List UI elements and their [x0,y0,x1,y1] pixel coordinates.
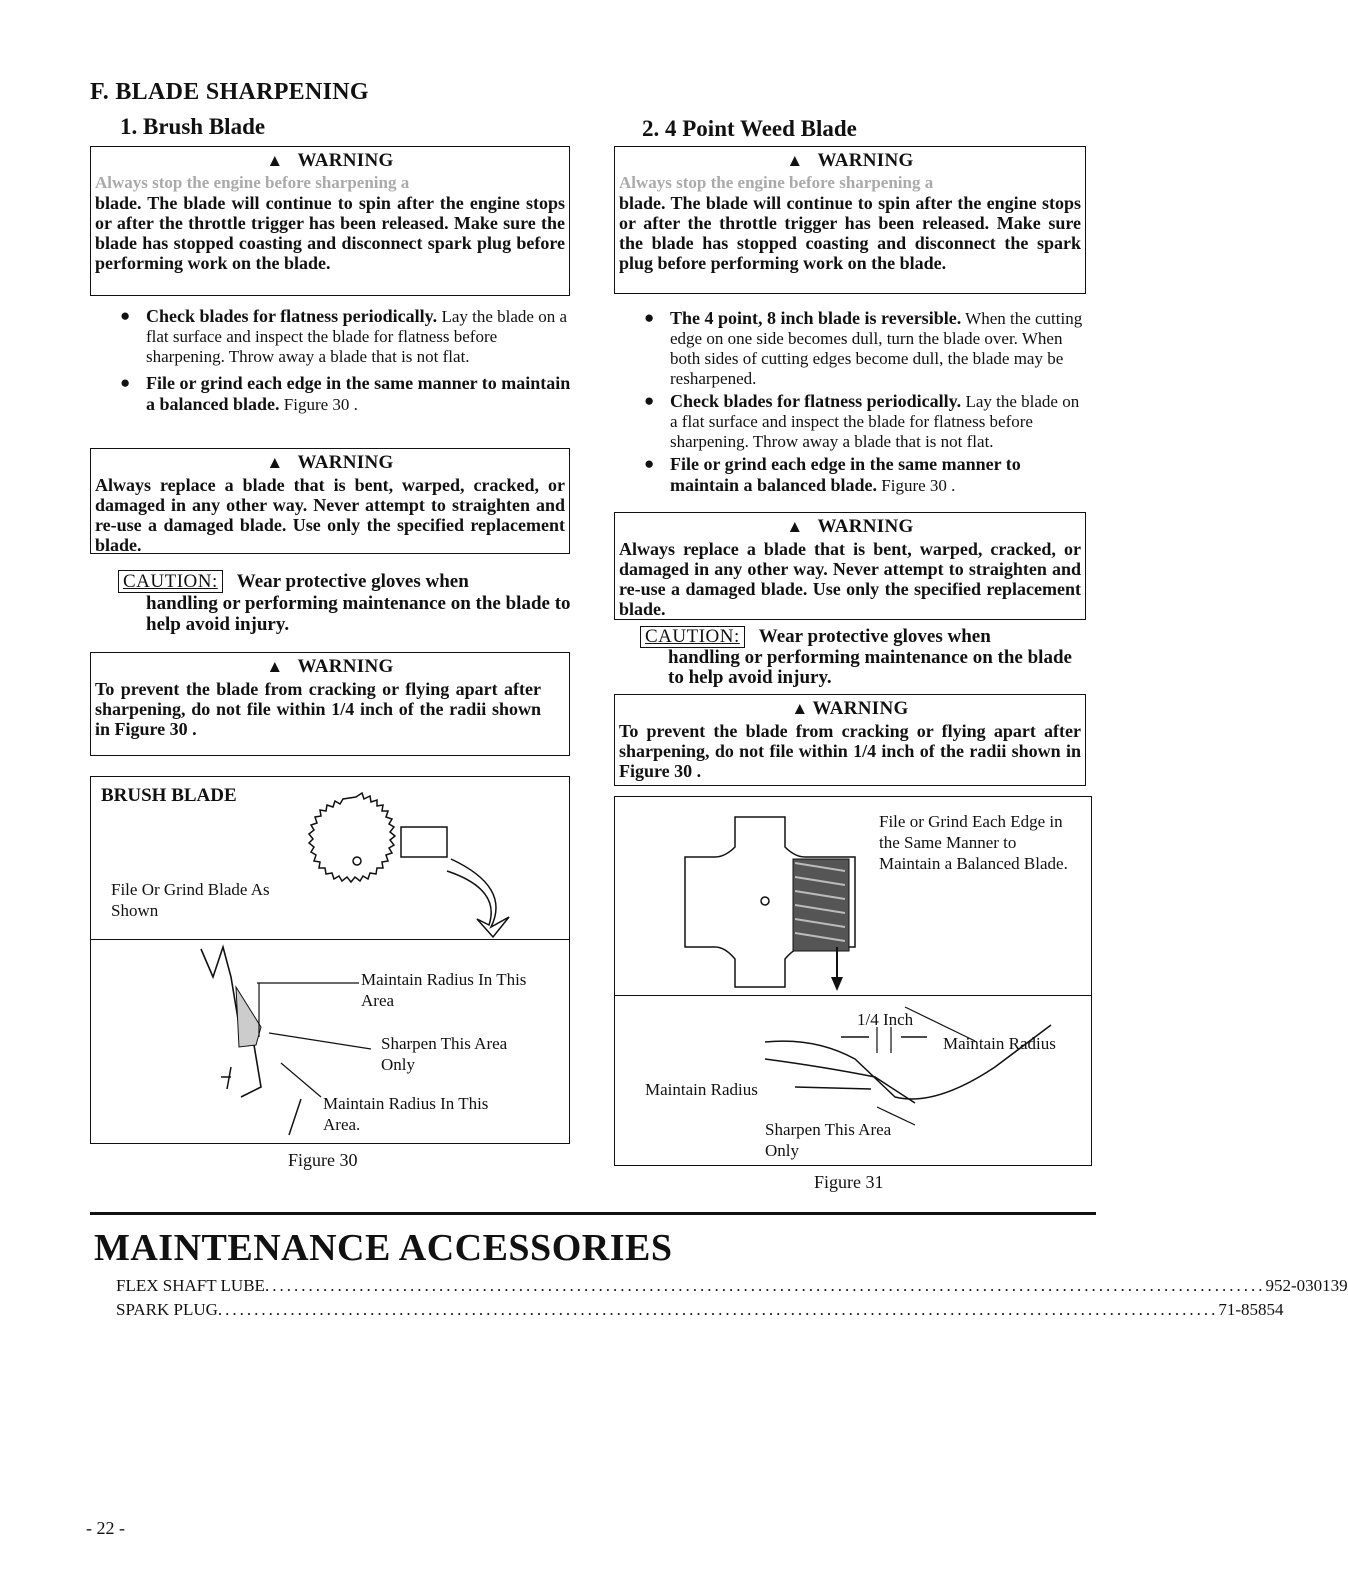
file-grind-label: File Or Grind Blade As Shown [111,880,270,920]
brush-warning-1 [90,146,570,296]
warning-triangle-icon: ▲ [786,517,804,536]
warning-faded-line: Always stop the engine before sharpening a [619,173,934,192]
warning-triangle-icon: ▲ [266,453,284,472]
file-grind-label: File or Grind Each Edge in the Same Manner to Maintain a Balanced Blade. [879,812,1068,873]
page-number: - 22 - [86,1518,125,1538]
maintain-radius-right-label: Maintain Radius [943,1034,1056,1053]
accessory-name: SPARK PLUG [116,1300,218,1319]
warning-text: To prevent the blade from cracking or flying apart after sharpening, do not file within 1/4 inch of the radii shown in Figure 30 . [619,721,1081,781]
accessory-name: FLEX SHAFT LUBE [116,1276,265,1295]
bullet-text: Figure 30 . [877,476,956,495]
list-item [638,391,1090,452]
caution-text-cont: handling or performing maintenance on the blade to help avoid injury. [146,593,571,635]
list-item [114,306,574,367]
warning-text: blade. The blade will continue to spin after the engine stops or after the throttle trigger has been released. Make sure the blade has stopped coasting and disconnect spark plug before performing work on the blade. [95,193,565,273]
figure-title: BRUSH BLADE [101,785,237,806]
dot-leader: .......................................................................................................................................... [264,1276,1266,1295]
weed-blade-drawing [615,797,1091,1165]
section-title: F. BLADE SHARPENING [90,79,369,105]
accessory-part-number: 71-85854 [1218,1300,1284,1319]
warning-heading: WARNING [817,150,914,171]
caution-text: Wear protective gloves when [236,571,469,592]
bullet-bold: Check blades for flatness periodically. [670,391,962,411]
warning-heading: WARNING [817,516,914,537]
weed-caution [640,626,1092,688]
sharpen-label: Sharpen This Area Only [381,1034,508,1074]
list-item [638,454,1090,496]
bullet-text: Lay the blade on a flat surface and inspect the blade for flatness before sharpening. Throw away a blade that is not flat. [146,307,567,366]
bullet-icon: ● [644,308,655,327]
brush-caution [118,570,573,635]
section-divider [90,1212,1096,1215]
accessory-row [116,1300,1284,1320]
warning-heading: WARNING [297,656,394,677]
maintain-radius-left-label: Maintain Radius [645,1080,758,1099]
list-item [638,308,1090,389]
bullet-bold: Check blades for flatness periodically. [146,306,438,326]
figure-31-caption: Figure 31 [814,1172,884,1192]
quarter-inch-label: 1/4 Inch [857,1010,914,1029]
accessory-part-number: 952-030139 [1265,1276,1348,1295]
maintain-radius-label-2: Maintain Radius In This Area. [323,1094,489,1134]
caution-text-cont: handling or performing maintenance on the blade to help avoid injury. [668,647,1072,688]
figure-30-caption: Figure 30 [288,1150,358,1170]
maintenance-accessories-title: MAINTENANCE ACCESSORIES [94,1227,673,1269]
bullet-icon: ● [120,373,131,392]
dot-leader: .......................................................................................................................................... [217,1300,1219,1319]
warning-text: blade. The blade will continue to spin after the engine stops or after the throttle trigger has been released. Make sure the blade has stopped coasting and disconnect the spark plug before performing work on the blade. [619,193,1081,273]
bullet-bold: The 4 point, 8 inch blade is reversible. [670,308,962,328]
brush-blade-drawing [91,777,569,1143]
weed-blade-title: 2. 4 Point Weed Blade [642,116,857,141]
brush-blade-title: 1. Brush Blade [120,114,266,139]
bullet-text: Lay the blade on a flat surface and inspect the blade for flatness before sharpening. Throw away a blade that is not flat. [670,392,1080,451]
figure-31 [614,796,1092,1166]
weed-warning-2 [614,512,1086,620]
bullet-icon: ● [644,391,655,410]
brush-bullet-list [114,306,574,421]
weed-warning-3 [614,694,1086,786]
bullet-icon: ● [120,306,131,325]
warning-triangle-icon: ▲ [791,699,809,718]
figure-30 [90,776,570,1144]
warning-faded-line: Always stop the engine before sharpening a [95,173,410,192]
brush-warning-2 [90,448,570,554]
bullet-icon: ● [644,454,655,473]
list-item [114,373,574,415]
warning-text: Always replace a blade that is bent, warped, cracked, or damaged in any other way. Never attempt to straighten and re-use a damaged blade. Use only the specified replacement blade. [619,539,1081,619]
bullet-bold: File or grind each edge in the same manner to maintain a balanced blade. [146,373,571,414]
sharpen-label: Sharpen This Area Only [765,1120,892,1160]
warning-heading: WARNING [812,698,909,719]
bullet-bold: File or grind each edge in the same manner to maintain a balanced blade. [670,454,1021,495]
warning-text: To prevent the blade from cracking or flying apart after sharpening, do not file within 1/4 inch of the radii shown in Figure 30 . [95,679,541,739]
bullet-text: When the cutting edge on one side becomes dull, turn the blade over. When both sides of cutting edges become dull, the blade may be resharpened. [670,309,1083,388]
warning-heading: WARNING [297,150,394,171]
warning-triangle-icon: ▲ [266,657,284,676]
warning-triangle-icon: ▲ [786,151,804,170]
brush-blade-disc [309,793,395,882]
bullet-text: Figure 30 . [279,395,358,414]
brush-warning-3 [90,652,570,756]
accessory-row [116,1276,1348,1296]
warning-heading: WARNING [297,452,394,473]
caution-tag: CAUTION: [118,570,223,593]
warning-text: Always replace a blade that is bent, warped, cracked, or damaged in any other way. Never attempt to straighten and re-use a damaged blade. Use only the specified replacement blade. [95,475,565,555]
maintain-radius-label: Maintain Radius In This Area [361,970,527,1010]
caution-tag: CAUTION: [640,626,745,648]
warning-triangle-icon: ▲ [266,151,284,170]
caution-text: Wear protective gloves when [758,626,991,647]
weed-warning-1 [614,146,1086,294]
weed-bullet-list [638,308,1090,502]
